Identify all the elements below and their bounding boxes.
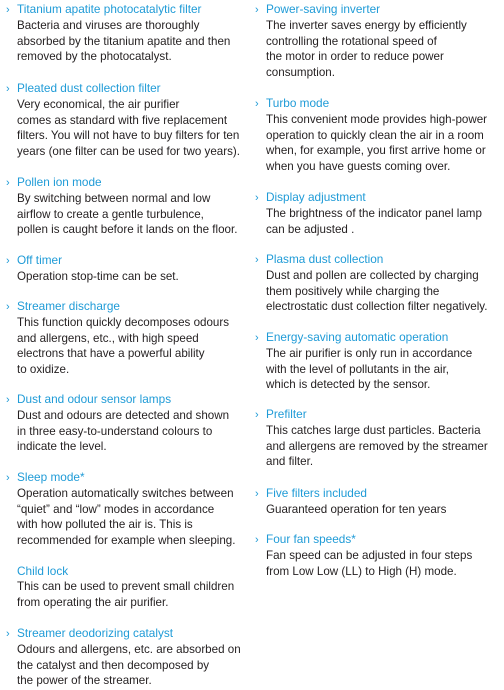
chevron-right-icon: › [6, 472, 10, 484]
chevron-right-icon: › [6, 83, 10, 95]
feature-description: The air purifier is only run in accordance with the level of pollutants in the air, which is detected by the sensor. [266, 347, 473, 391]
feature-title [255, 532, 502, 548]
feature-description: Odours and allergens, etc. are absorbed on the catalyst and then decomposed by the power of the streamer. [17, 643, 241, 687]
feature-title-text: Sleep mode* [17, 470, 85, 484]
feature-title-text: Prefilter [266, 407, 307, 421]
feature-dust-odour-sensor-lamps [6, 392, 249, 455]
feature-child-lock [6, 564, 249, 610]
feature-title [6, 470, 249, 486]
feature-description: Dust and pollen are collected by charging them positively while charging the electrostatic dust collection filter negatively. [266, 269, 488, 313]
feature-title-text: Pollen ion mode [17, 175, 102, 189]
chevron-right-icon: › [255, 332, 259, 344]
feature-title-text: Titanium apatite photocatalytic filter [17, 2, 202, 16]
feature-streamer-discharge [6, 299, 249, 377]
feature-description: Bacteria and viruses are thoroughly absorbed by the titanium apatite and then removed by the photocatalyst. [17, 19, 231, 63]
chevron-right-icon: › [255, 4, 259, 16]
feature-title-text: Dust and odour sensor lamps [17, 392, 172, 406]
feature-description: This catches large dust particles. Bacteria and allergens are removed by the streamer and filter. [266, 424, 488, 468]
feature-title [6, 175, 249, 191]
feature-pollen-ion-mode [6, 175, 249, 238]
feature-description: This can be used to prevent small children from operating the air purifier. [17, 580, 235, 609]
feature-description: The brightness of the indicator panel lamp can be adjusted . [266, 207, 482, 236]
feature-title-text: Plasma dust collection [266, 252, 384, 266]
feature-description: This function quickly decomposes odours and allergens, etc., with high speed electrons that have a powerful ability to oxidize. [17, 316, 230, 376]
feature-sleep-mode [6, 470, 249, 548]
feature-four-fan-speeds [255, 532, 502, 579]
feature-title-text: Energy-saving automatic operation [266, 330, 449, 344]
feature-title-text: Streamer deodorizing catalyst [17, 626, 174, 640]
feature-five-filters-included [255, 486, 502, 518]
feature-turbo-mode [255, 96, 502, 174]
feature-description: Very economical, the air purifier comes as standard with five replacement filters. You will not have to buy filters for ten years (one filter can be used for two years). [17, 98, 240, 158]
feature-energy-saving-automatic-operation [255, 330, 502, 393]
chevron-right-icon: › [255, 254, 259, 266]
feature-title [255, 486, 502, 502]
feature-description: Fan speed can be adjusted in four steps from Low Low (LL) to High (H) mode. [266, 549, 473, 578]
chevron-right-icon: › [6, 177, 10, 189]
chevron-right-icon: › [6, 301, 10, 313]
feature-display-adjustment [255, 190, 502, 237]
feature-title-text: Four fan speeds* [266, 532, 356, 546]
feature-title [6, 2, 249, 18]
feature-title-text: Five filters included [266, 486, 367, 500]
feature-description: Operation automatically switches between “quiet” and “low” modes in accordance with how polluted the air is. This is recommended for example when sleeping. [17, 487, 236, 547]
feature-pleated-dust-filter [6, 81, 249, 159]
feature-prefilter [255, 407, 502, 470]
feature-title-text: Display adjustment [266, 190, 366, 204]
chevron-right-icon: › [6, 255, 10, 267]
feature-title [6, 253, 249, 269]
feature-title [255, 190, 502, 206]
chevron-right-icon: › [6, 4, 10, 16]
feature-description: Dust and odours are detected and shown in three easy-to-understand colours to indicate the level. [17, 409, 230, 453]
chevron-right-icon: › [255, 534, 259, 546]
feature-title [6, 626, 249, 642]
feature-title [255, 407, 502, 423]
feature-off-timer [6, 253, 249, 285]
feature-description: The inverter saves energy by efficiently controlling the rotational speed of the motor in order to reduce power consumption. [266, 19, 467, 79]
feature-title-text: Streamer discharge [17, 299, 120, 313]
feature-title [6, 392, 249, 408]
feature-title [6, 81, 249, 97]
chevron-right-icon: › [6, 628, 10, 640]
feature-plasma-dust-collection [255, 252, 502, 315]
feature-title-text: Power-saving inverter [266, 2, 381, 16]
chevron-right-icon: › [255, 98, 259, 110]
chevron-right-icon: › [6, 394, 10, 406]
feature-title-text: Pleated dust collection filter [17, 81, 161, 95]
chevron-right-icon: › [255, 192, 259, 204]
feature-description: By switching between normal and low airflow to create a gentle turbulence, pollen is caught before it lands on the floor. [17, 192, 238, 236]
feature-title [6, 564, 249, 579]
feature-title-text: Off timer [17, 253, 63, 267]
feature-title-text: Child lock [17, 564, 69, 578]
feature-streamer-deodorizing-catalyst [6, 626, 249, 689]
feature-description: This convenient mode provides high-power operation to quickly clean the air in a room when, for example, you first arrive home or when you have guests coming over. [266, 113, 488, 173]
feature-title [255, 252, 502, 268]
feature-title-text: Turbo mode [266, 96, 330, 110]
feature-title [255, 96, 502, 112]
feature-title [255, 2, 502, 18]
feature-description: Operation stop-time can be set. [17, 270, 179, 283]
feature-power-saving-inverter [255, 2, 502, 80]
feature-description: Guaranteed operation for ten years [266, 503, 447, 516]
feature-title [6, 299, 249, 315]
feature-title [255, 330, 502, 346]
chevron-right-icon: › [255, 488, 259, 500]
feature-titanium-apatite-filter [6, 2, 249, 65]
chevron-right-icon: › [255, 409, 259, 421]
